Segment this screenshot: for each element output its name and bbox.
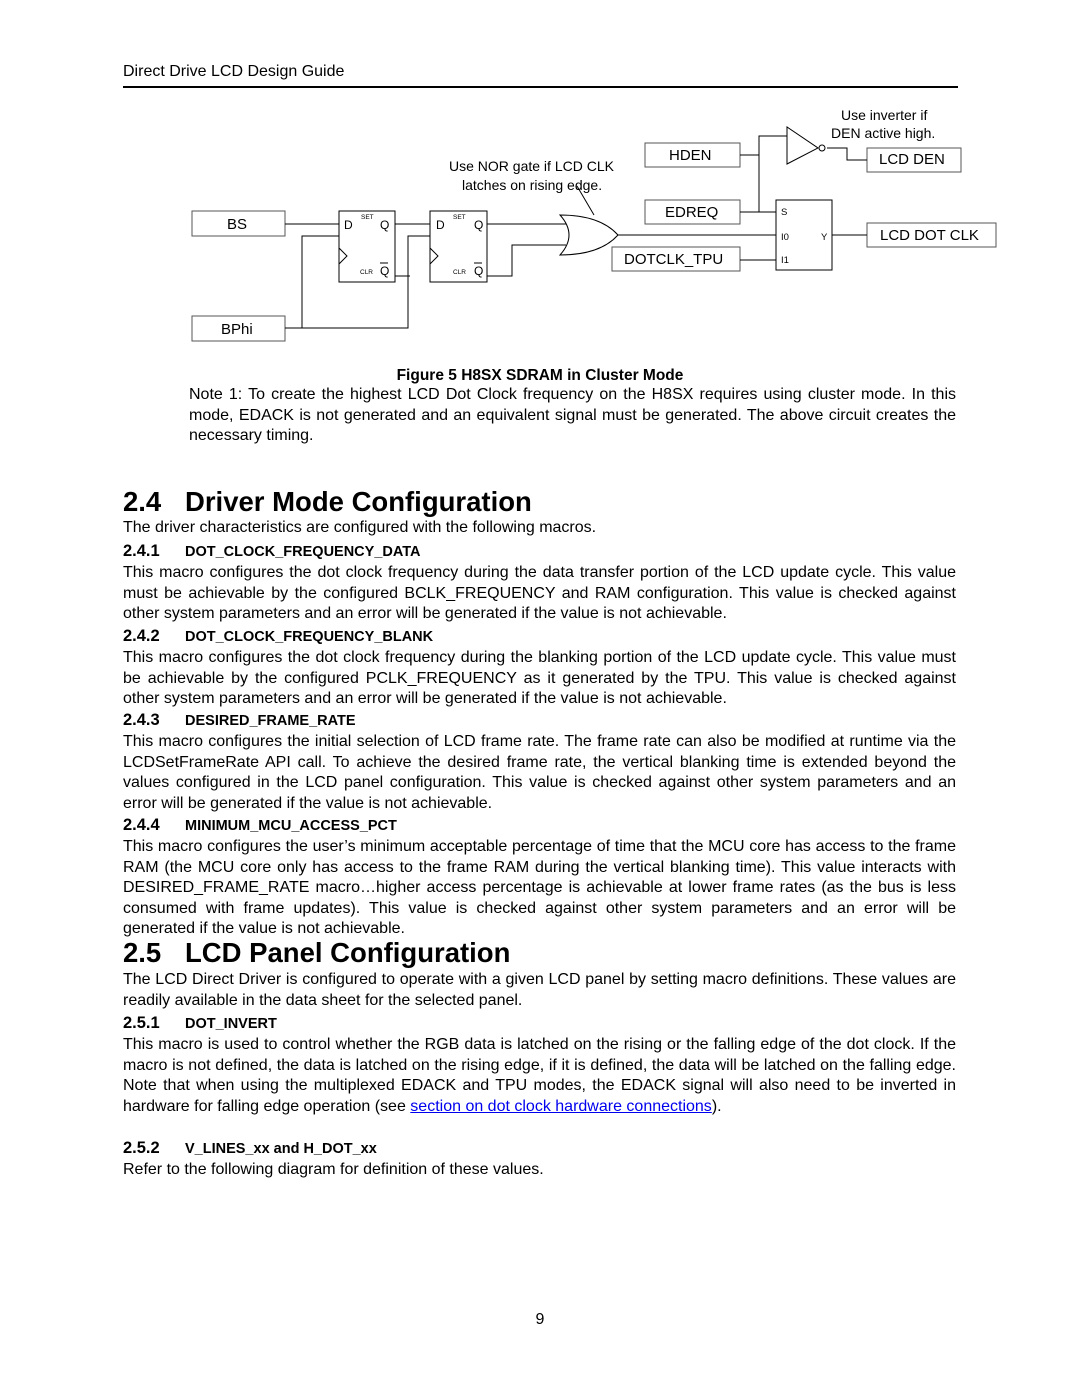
or-gate: [560, 215, 618, 255]
ff2-q-label: Q: [474, 218, 484, 232]
inverter: [787, 127, 818, 164]
mux-i0-label: I0: [781, 232, 789, 243]
hardware-connections-link[interactable]: section on dot clock hardware connections: [410, 1097, 712, 1115]
lcd-dot-clk-label: LCD DOT CLK: [880, 227, 979, 244]
header-title: Direct Drive LCD Design Guide: [123, 63, 345, 80]
mux-i1-label: I1: [781, 255, 789, 266]
subsection-number: 2.5.2: [123, 1139, 160, 1157]
ff2-set-label: SET: [453, 214, 466, 221]
section-intro: The LCD Direct Driver is configured to operate with a given LCD panel by setting macro definitions. These values are readily available in the data sheet for the selected panel.: [123, 971, 956, 1009]
mux-y-label: Y: [821, 232, 828, 243]
section-title: Driver Mode Configuration: [185, 486, 532, 517]
ff2-clr-label: CLR: [453, 269, 467, 276]
ff2-qbar-label: Q: [474, 264, 484, 278]
subsection-title: DOT_CLOCK_FREQUENCY_DATA: [185, 544, 421, 560]
ff1-clr-label: CLR: [360, 269, 374, 276]
subsection-body: This macro configures the user’s minimum acceptable percentage of time that the MCU core has access to the frame RAM (the MCU core only has access to the frame RAM during the vertical blanking time). This value interacts with DESIRED_FRAME_RATE macro…higher access percentage is achievable at lower frame rates (as the bus is less consumed with frame updates). This value is checked against other system parameters and an error will be generated if the value is not achievable.: [123, 838, 956, 938]
nor-note-line1: Use NOR gate if LCD CLK: [449, 158, 614, 174]
subsection-title: DOT_INVERT: [185, 1016, 277, 1032]
ff1-qbar-label: Q: [380, 264, 390, 278]
subsection-body: This macro configures the initial selection of LCD frame rate. The frame rate can also be modified at runtime via the LCDSetFrameRate API call. To achieve the desired frame rate, the vertical blanking time is extended beyond the values configured in the LCD panel configuration. This value is checked against other system parameters and an error will be generated if the value is not achievable.: [123, 733, 956, 812]
section-heading-2-5: [123, 937, 510, 969]
subsection-body: This macro configures the dot clock frequency during the blanking portion of the LCD update cycle. This value must be achievable by the configured PCLK_FREQUENCY as it generated by the TPU. This value is checked against other system parameters and an error will be generated if the value is not achievable.: [123, 649, 956, 708]
section-number: 2.5: [123, 937, 162, 968]
body-text-end: ).: [711, 1097, 722, 1115]
subsection-title: V_LINES_xx and H_DOT_xx: [185, 1141, 377, 1157]
lcd-den-label: LCD DEN: [879, 151, 945, 168]
subsection-heading-2-5-1: [123, 1014, 277, 1033]
subsection-heading-2-4-3: [123, 711, 356, 730]
body-text: This macro is used to control whether the RGB data is latched on the rising or the falling edge of the dot clock. If the macro is not defined, the data is latched on the rising edge, if it is defined, the data will be latched on the falling edge. Note that when using the multiplexed EDACK and TPU modes, the EDACK signal will also need to be inverted in hardware for falling edge operation (see: [123, 1036, 956, 1115]
subsection-body: This macro configures the dot clock frequency during the data transfer portion of the LCD update cycle. This value must be achievable by the configured BCLK_FREQUENCY and RAM configuration. This value is checked against other system parameters and an error will be generated if the value is not achievable.: [123, 564, 956, 623]
bs-label: BS: [227, 216, 248, 233]
subsection-number: 2.4.2: [123, 627, 160, 645]
section-intro: The driver characteristics are configured with the following macros.: [123, 519, 597, 536]
ff1-set-label: SET: [361, 214, 374, 221]
subsection-heading-2-4-4: [123, 816, 397, 835]
subsection-number: 2.4.4: [123, 816, 160, 834]
subsection-heading-2-4-1: [123, 542, 421, 561]
page-number: 9: [535, 1311, 545, 1328]
subsection-title: MINIMUM_MCU_ACCESS_PCT: [185, 818, 397, 834]
bphi-label: BPhi: [221, 321, 253, 338]
note-paragraph: [189, 385, 956, 447]
subsection-body: Refer to the following diagram for definition of these values.: [123, 1161, 544, 1178]
section-number: 2.4: [123, 486, 162, 517]
note-text: Note 1: To create the highest LCD Dot Clock frequency on the H8SX requires using cluster mode. In this mode, EDACK is not generated and an equivalent signal must be generated. The above circuit creates the necessary timing.: [189, 386, 956, 445]
subsection-title: DESIRED_FRAME_RATE: [185, 713, 356, 729]
ff1-q-label: Q: [380, 218, 390, 232]
subsection-title: DOT_CLOCK_FREQUENCY_BLANK: [185, 629, 434, 645]
ff2-d-label: D: [436, 218, 445, 232]
circuit-diagram: [0, 0, 1080, 360]
nor-note-line2: latches on rising edge.: [462, 177, 603, 193]
dotclk-tpu-label: DOTCLK_TPU: [624, 251, 724, 268]
subsection-number: 2.4.3: [123, 711, 160, 729]
hden-label: HDEN: [669, 147, 712, 164]
subsection-number: 2.5.1: [123, 1014, 160, 1032]
section-title: LCD Panel Configuration: [185, 937, 511, 968]
subsection-number: 2.4.1: [123, 542, 160, 560]
edreq-label: EDREQ: [665, 204, 719, 221]
inverter-note-line2: DEN active high.: [831, 125, 936, 141]
figure-caption: Figure 5 H8SX SDRAM in Cluster Mode: [396, 367, 684, 384]
subsection-body: [123, 1035, 956, 1117]
subsection-heading-2-4-2: [123, 627, 433, 646]
ff1-d-label: D: [344, 218, 353, 232]
mux-s-label: S: [781, 207, 788, 218]
subsection-heading-2-5-2: [123, 1139, 377, 1158]
inverter-note-line1: Use inverter if: [841, 107, 928, 123]
section-heading-2-4: [123, 486, 532, 518]
